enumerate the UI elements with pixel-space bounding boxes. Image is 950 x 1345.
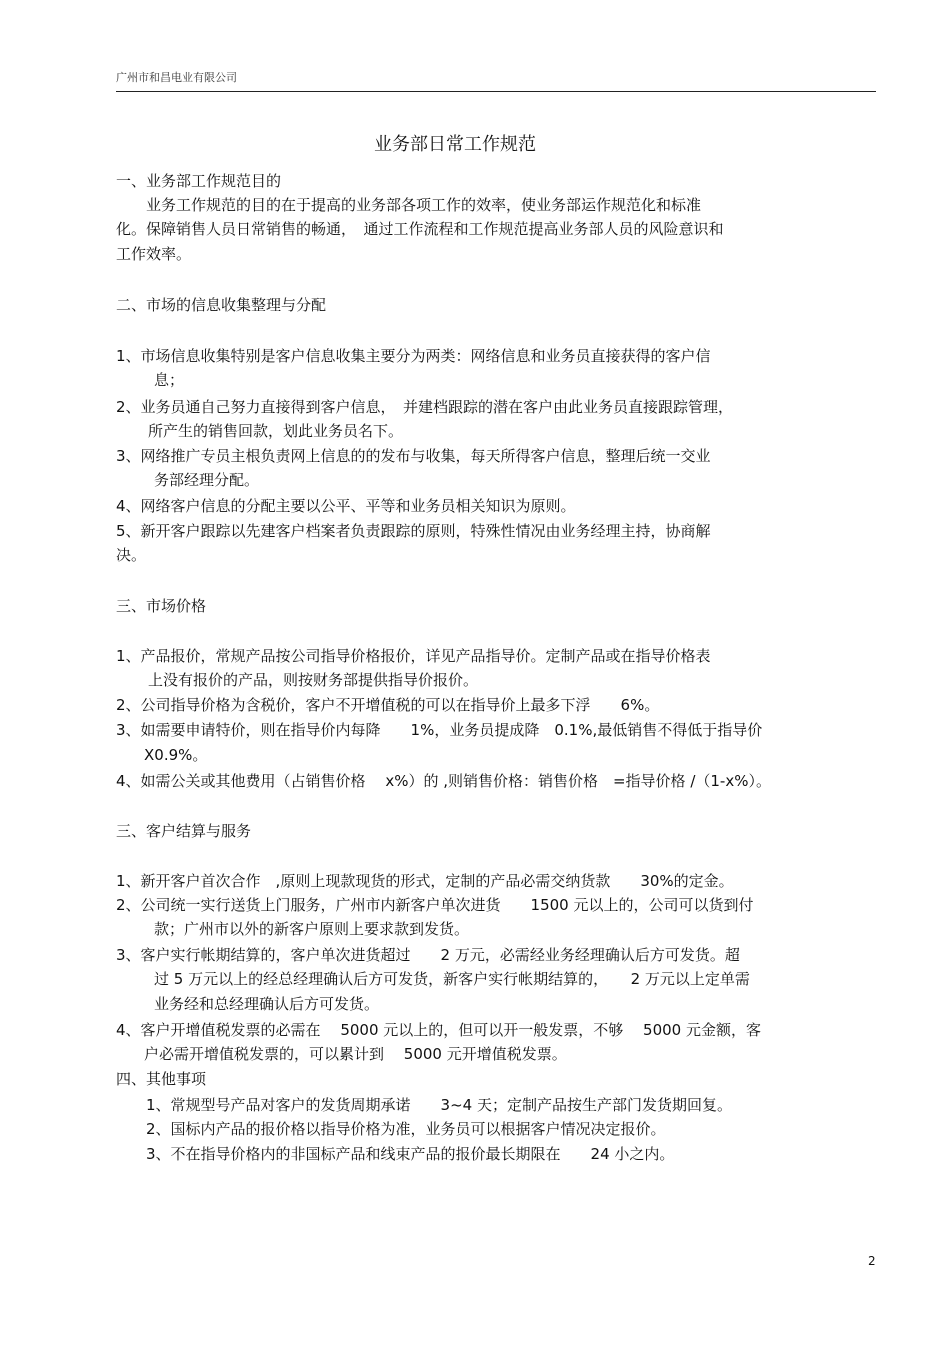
page-title: 业务部日常工作规范	[374, 134, 536, 155]
section-heading-5: 四、其他事项	[116, 1070, 207, 1088]
list-item-continuation: 上没有报价的产品，则按财务部提供指导价报价。	[148, 671, 479, 689]
list-item: 5、新开客户跟踪以先建客户档案者负责跟踪的原则，特殊性情况由业务经理主持，协商解	[116, 522, 711, 540]
section-heading-4: 三、客户结算与服务	[116, 822, 252, 840]
list-item-continuation: 款；广州市以外的新客户原则上要求款到发货。	[154, 920, 470, 938]
list-item: 2、业务员通自己努力直接得到客户信息， 并建档跟踪的潜在客户由此业务员直接跟踪管理，	[116, 398, 734, 416]
section-heading-1: 一、业务部工作规范目的	[116, 172, 282, 190]
section-heading-3: 三、市场价格	[116, 597, 207, 615]
list-item: 1、产品报价，常规产品按公司指导价格报价，详见产品指导价。定制产品或在指导价格表	[116, 647, 711, 665]
paragraph-line: 工作效率。	[116, 245, 192, 263]
list-item: 4、网络客户信息的分配主要以公平、平等和业务员相关知识为原则。	[116, 497, 576, 515]
list-item: 4、客户开增值税发票的必需在 5000 元以上的，但可以开一般发票，不够 5000 元金额，客	[116, 1021, 761, 1039]
list-item-continuation: 务部经理分配。	[154, 471, 260, 489]
section-heading-2: 二、市场的信息收集整理与分配	[116, 296, 327, 314]
list-item-continuation: X0.9%。	[144, 746, 208, 764]
list-item: 4、如需公关或其他费用（占销售价格 x%）的 ,则销售价格：销售价格 =指导价格 /（1-x%）。	[116, 772, 771, 790]
list-item: 3、客户实行帐期结算的，客户单次进货超过 2 万元，必需经业务经理确认后方可发货。超	[116, 946, 740, 964]
list-item-continuation: 过 5 万元以上的经总经理确认后方可发货，新客户实行帐期结算的， 2 万元以上定单需	[154, 970, 750, 988]
list-item: 1、市场信息收集特别是客户信息收集主要分为两类：网络信息和业务员直接获得的客户信	[116, 347, 711, 365]
page-number: 2	[868, 1254, 876, 1268]
list-item: 3、如需要申请特价，则在指导价内每降 1%，业务员提成降 0.1%,最低销售不得低于指导价	[116, 721, 763, 739]
list-item-continuation: 所产生的销售回款，划此业务员名下。	[148, 422, 404, 440]
list-item: 1、新开客户首次合作 ,原则上现款现货的形式，定制的产品必需交纳货款 30%的定金。	[116, 872, 734, 890]
list-item: 3、网络推广专员主根负责网上信息的的发布与收集，每天所得客户信息，整理后统一交业	[116, 447, 711, 465]
company-header: 广州市和昌电业有限公司	[116, 71, 237, 84]
list-item: 2、公司指导价格为含税价，客户不开增值税的可以在指导价上最多下浮 6%。	[116, 696, 660, 714]
list-item: 3、不在指导价格内的非国标产品和线束产品的报价最长期限在 24 小之内。	[146, 1145, 675, 1163]
paragraph-line: 业务工作规范的目的在于提高的业务部各项工作的效率，使业务部运作规范化和标准	[146, 196, 702, 214]
list-item: 1、常规型号产品对客户的发货周期承诺 3~4 天；定制产品按生产部门发货期回复。	[146, 1096, 732, 1114]
list-item: 2、国标内产品的报价格以指导价格为准，业务员可以根据客户情况决定报价。	[146, 1120, 666, 1138]
paragraph-line: 化。保障销售人员日常销售的畅通， 通过工作流程和工作规范提高业务部人员的风险意识和	[116, 220, 724, 238]
list-item: 2、公司统一实行送货上门服务，广州市内新客户单次进货 1500 元以上的，公司可以货到付	[116, 896, 754, 914]
list-item-continuation: 决。	[116, 546, 147, 564]
list-item-continuation: 息；	[154, 371, 185, 389]
header-divider	[116, 91, 876, 92]
list-item-continuation: 业务经和总经理确认后方可发货。	[154, 995, 380, 1013]
list-item-continuation: 户必需开增值税发票的，可以累计到 5000 元开增值税发票。	[144, 1045, 567, 1063]
